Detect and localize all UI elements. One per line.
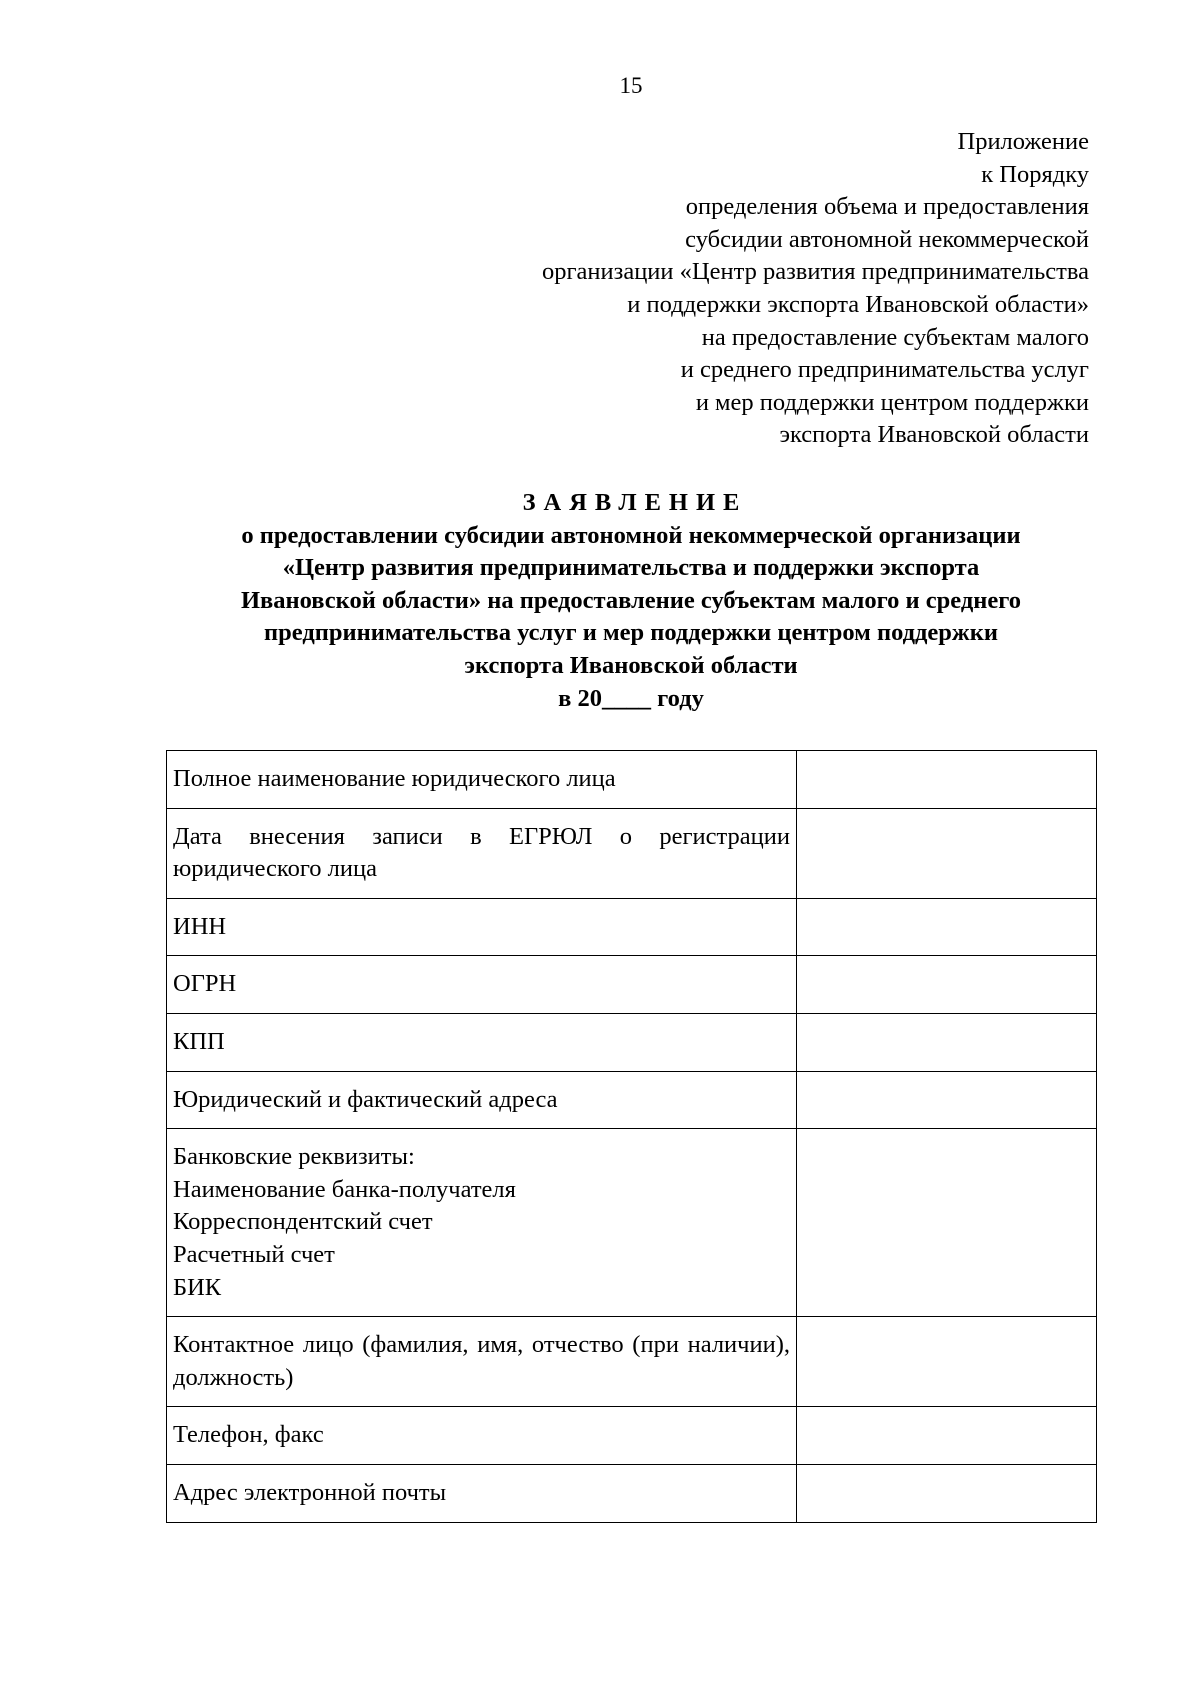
bank-details-label xyxy=(167,1129,797,1317)
appendix-line: и мер поддержки центром поддержки xyxy=(695,388,1089,416)
document-title xyxy=(160,487,1102,715)
field-value[interactable] xyxy=(797,751,1097,809)
appendix-line: определения объема и предоставления xyxy=(685,193,1089,221)
table-row xyxy=(167,1013,1097,1071)
appendix-line: экспорта Ивановской области xyxy=(779,421,1089,449)
field-label: Полное наименование юридического лица xyxy=(167,751,797,809)
field-value[interactable] xyxy=(797,1464,1097,1522)
table-row xyxy=(167,1407,1097,1465)
field-label: Дата внесения записи в ЕГРЮЛ о регистрации юридического лица xyxy=(167,808,797,898)
table-row xyxy=(167,808,1097,898)
table-row xyxy=(167,898,1097,956)
field-value[interactable] xyxy=(797,808,1097,898)
appendix-line: субсидии автономной некоммерческой xyxy=(685,225,1089,253)
appendix-line: на предоставление субъектам малого xyxy=(701,323,1089,351)
table-row xyxy=(167,1129,1097,1317)
title-line: о предоставлении субсидии автономной некоммерческой организации xyxy=(241,521,1021,549)
appendix-header xyxy=(369,126,1089,452)
title-line: Ивановской области» на предоставление субъектам малого и среднего xyxy=(240,586,1022,614)
field-value[interactable] xyxy=(797,1317,1097,1407)
title-line: «Центр развития предпринимательства и поддержки экспорта xyxy=(282,554,980,582)
table-row xyxy=(167,956,1097,1014)
field-label: Телефон, факс xyxy=(167,1407,797,1465)
application-form-table xyxy=(166,750,1097,1523)
title-year-line: в 20____ году xyxy=(558,684,704,712)
appendix-line: организации «Центр развития предпринимательства xyxy=(542,258,1089,286)
field-value[interactable] xyxy=(797,956,1097,1014)
table-row xyxy=(167,1317,1097,1407)
field-value[interactable] xyxy=(797,1407,1097,1465)
field-value[interactable] xyxy=(797,1071,1097,1129)
field-label: ИНН xyxy=(167,898,797,956)
appendix-line: и среднего предпринимательства услуг xyxy=(680,356,1089,384)
field-sublabel: Расчетный счет xyxy=(173,1240,335,1268)
field-sublabel: БИК xyxy=(173,1273,222,1301)
field-sublabel: Корреспондентский счет xyxy=(173,1208,433,1236)
table-row xyxy=(167,751,1097,809)
table-row xyxy=(167,1071,1097,1129)
title-line: экспорта Ивановской области xyxy=(464,651,798,679)
field-label: Банковские реквизиты: xyxy=(173,1143,415,1171)
field-label: КПП xyxy=(167,1013,797,1071)
appendix-line: Приложение xyxy=(957,128,1089,155)
appendix-line: и поддержки экспорта Ивановской области» xyxy=(627,290,1089,318)
field-label: Юридический и фактический адреса xyxy=(167,1071,797,1129)
field-label: Контактное лицо (фамилия, имя, отчество (при наличии), должность) xyxy=(167,1317,797,1407)
field-label: ОГРН xyxy=(167,956,797,1014)
page-number: 15 xyxy=(619,73,643,98)
field-value[interactable] xyxy=(797,1013,1097,1071)
field-value[interactable] xyxy=(797,898,1097,956)
title-heading: ЗАЯВЛЕНИЕ xyxy=(522,489,748,516)
appendix-line: к Порядку xyxy=(981,160,1089,188)
title-line: предпринимательства услуг и мер поддержки центром поддержки xyxy=(264,619,998,647)
table-row xyxy=(167,1464,1097,1522)
field-value[interactable] xyxy=(797,1129,1097,1317)
field-sublabel: Наименование банка-получателя xyxy=(173,1175,516,1203)
field-label: Адрес электронной почты xyxy=(167,1464,797,1522)
